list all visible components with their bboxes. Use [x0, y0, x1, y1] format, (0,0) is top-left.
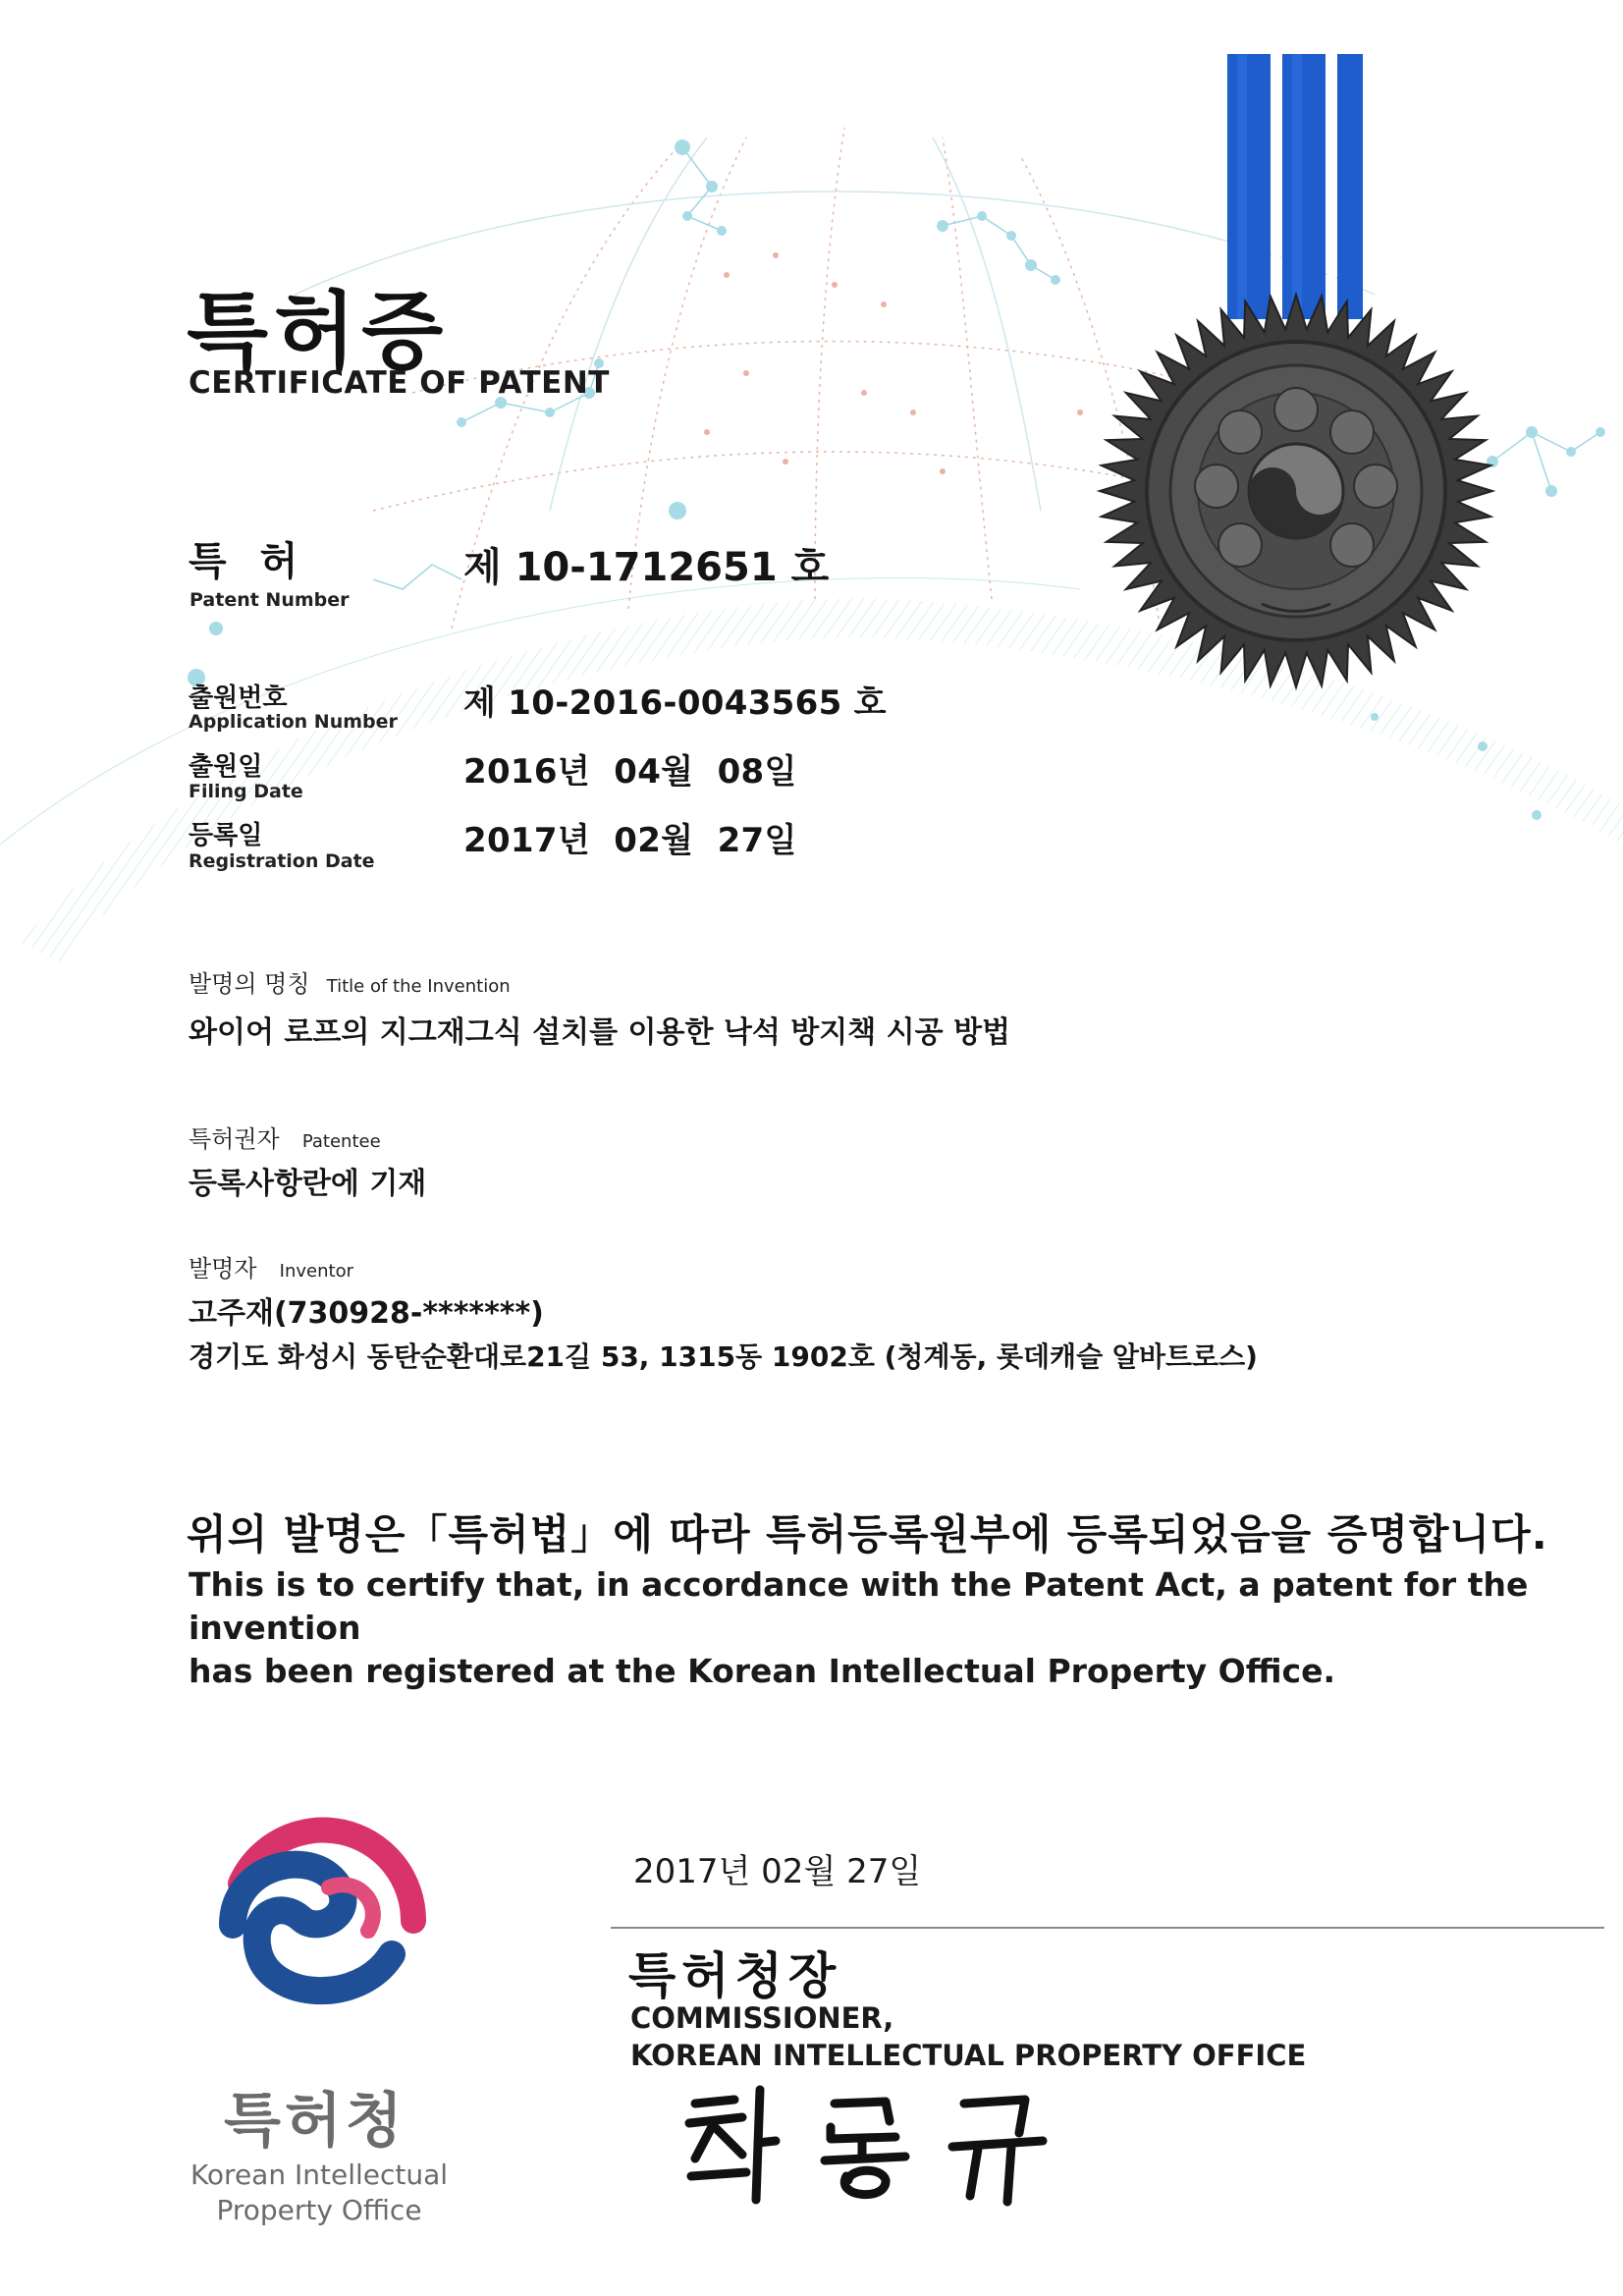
invention-title-label-en: Title of the Invention	[326, 976, 511, 997]
commissioner-signature	[677, 2082, 1090, 2210]
kipo-name-en-line-2: Property Office	[216, 2194, 422, 2226]
kipo-name-ko: 특허청	[224, 2087, 406, 2156]
certification-statement-en	[189, 1563, 1623, 1693]
commissioner-title-en-line-2: KOREAN INTELLECTUAL PROPERTY OFFICE	[630, 2039, 1307, 2072]
signature-divider	[611, 1927, 1604, 1929]
certification-statement-ko: 위의 발명은「특허법」에 따라 특허등록원부에 등록되었음을 증명합니다.	[187, 1510, 1548, 1558]
commissioner-title-en-line-1: COMMISSIONER,	[630, 2001, 894, 2035]
registration-date-label-en: Registration Date	[189, 850, 375, 872]
invention-title-value: 와이어 로프의 지그재그식 설치를 이용한 낙석 방지책 시공 방법	[189, 1015, 1011, 1050]
application-number-label-en: Application Number	[189, 711, 398, 733]
patent-number-label-en: Patent Number	[189, 589, 350, 611]
patentee-label-ko: 특허권자	[189, 1125, 280, 1153]
certification-en-line-1: This is to certify that, in accordance with the Patent Act, a patent for the invention	[189, 1565, 1529, 1647]
filing-date-value: 2016년 04월 08일	[463, 752, 797, 792]
certification-en-line-2: has been registered at the Korean Intellectual Property Office.	[189, 1652, 1336, 1690]
kipo-taegeuk-logo	[211, 1807, 427, 2023]
commissioner-title-ko: 특허청장	[628, 1947, 842, 2004]
invention-title-label	[189, 964, 511, 999]
patent-number-label-ko: 특 허	[189, 539, 308, 584]
inventor-name: 고주재(730928-*******)	[189, 1296, 544, 1331]
patent-number-value: 제 10-1712651 호	[463, 545, 830, 590]
invention-title-label-ko: 발명의 명칭	[189, 970, 310, 998]
kipo-name-en-line-1: Korean Intellectual	[189, 2159, 449, 2191]
patentee-value: 등록사항란에 기재	[189, 1167, 427, 1201]
inventor-label	[189, 1249, 353, 1284]
seal-ribbon	[1227, 54, 1363, 319]
application-number-value: 제 10-2016-0043565 호	[463, 683, 887, 723]
patentee-label-en: Patentee	[301, 1131, 381, 1152]
inventor-label-ko: 발명자	[189, 1255, 257, 1283]
inventor-label-en: Inventor	[279, 1261, 353, 1282]
certificate-title-ko: 특허증	[187, 283, 450, 381]
registration-date-label-ko: 등록일	[189, 821, 263, 850]
application-number-label-ko: 출원번호	[189, 683, 288, 713]
certificate-title-en: CERTIFICATE OF PATENT	[189, 365, 610, 401]
registration-date-value: 2017년 02월 27일	[463, 821, 797, 860]
filing-date-label-ko: 출원일	[189, 752, 263, 782]
official-seal	[1095, 54, 1507, 702]
patentee-label	[189, 1120, 381, 1154]
issue-date: 2017년 02월 27일	[633, 1852, 922, 1891]
inventor-address: 경기도 화성시 동탄순환대로21길 53, 1315동 1902호 (청계동, 롯데캐슬 알바트로스)	[189, 1340, 1258, 1373]
filing-date-label-en: Filing Date	[189, 781, 303, 802]
